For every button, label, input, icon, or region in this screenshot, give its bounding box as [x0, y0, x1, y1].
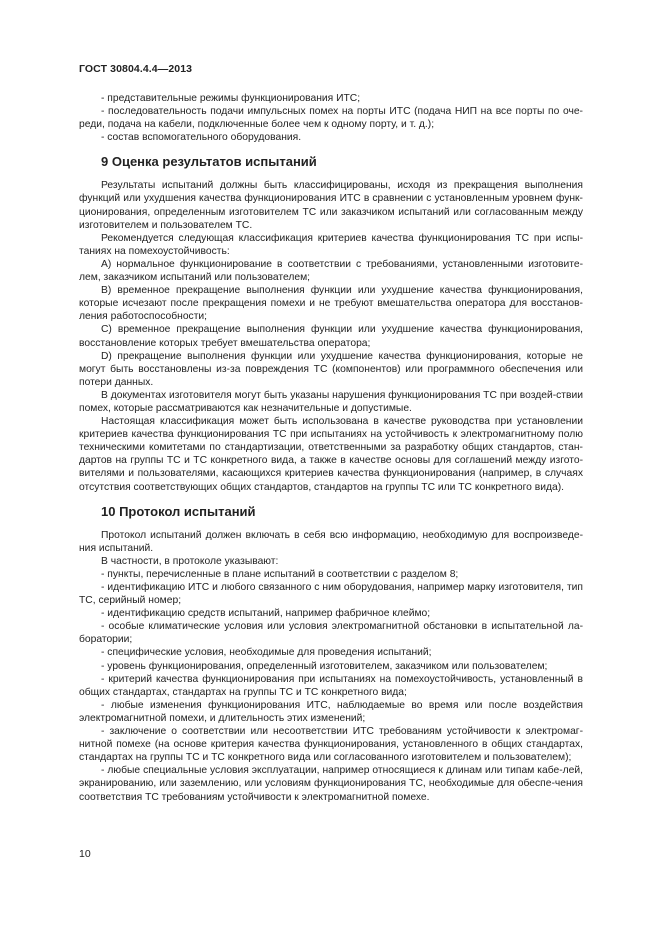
paragraph: В частности, в протоколе указывают:: [101, 555, 279, 567]
page-content: [79, 92, 583, 804]
paragraph: А) нормальное функционирование в соответствии с требованиями, установленными изготовите-лем, заказчиком испытаний или пользователем;: [79, 258, 583, 284]
list-item: - пункты, перечисленные в плане испытаний в соответствии с разделом 8;: [101, 568, 459, 580]
paragraph: Протокол испытаний должен включать в себя всю информацию, необходимую для воспроизведе-ния испытаний.: [79, 529, 583, 554]
paragraph: В) временное прекращение выполнения функции или ухудшение качества функционирования, которые исчезают после прекращения помехи и не требуют вмешательства оператора для восстанов-ления работоспособности;: [79, 285, 583, 323]
paragraph: Результаты испытаний должны быть классифицированы, исходя из прекращения выполнения функций или ухудшения качества функционирования ИТС в сравнении с установленным уровнем функ-ционирования, определенным изготовителем ТС или заказчиком испытаний или согласованным между изготовителем и пользователем ТС.: [79, 180, 583, 231]
paragraph: Настоящая классификация может быть использована в качестве руководства при установлении критериев качества функционирования ТС при испытаниях на устойчивость к электромагнитному полю техническими комитетами по стандартизации, ответственными за разработку общих стандартов, стан-дартов на группы ТС и ТС конкретного вида, а также в качестве основы для соглашений между изгото-вителями и пользователями, касающихся критериев качества функционирования (например, в случаях отсутствия соответствующих общих стандартов, стандартов на группы ТС или ТС конкретного вида).: [79, 416, 583, 493]
list-item: - специфические условия, необходимые для проведения испытаний;: [101, 647, 432, 659]
list-item: - идентификацию ИТС и любого связанного с ним оборудования, например марку изготовителя, тип ТС, серийный номер;: [79, 582, 583, 607]
list-item: - любые изменения функционирования ИТС, наблюдаемые во время или после воздействия электромагнитной помехи, и длительность этих изменений;: [79, 699, 583, 724]
list-item: - представительные режимы функционирования ИТС;: [101, 93, 361, 104]
intro-list: [79, 92, 583, 144]
section-9-body: [79, 179, 583, 493]
paragraph: В документах изготовителя могут быть указаны нарушения функционирования ТС при воздей-ствии помех, которые рассматриваются как незначительные и допустимые.: [79, 389, 583, 414]
list-item: - последовательность подачи импульсных помех на порты ИТС (подача НИП на все порты по оче-реди, подача на кабели, подключенные более чем к одному порту, и т. д.);: [79, 106, 583, 131]
list-item: - идентификацию средств испытаний, например фабричное клеймо;: [101, 608, 431, 620]
paragraph: С) временное прекращение выполнения функции или ухудшение качества функционирования, восстановление которых требует вмешательства оператора;: [79, 324, 583, 349]
page-number: 10: [79, 848, 91, 860]
section-10-heading: 10 Протокол испытаний: [101, 503, 256, 519]
list-item: - любые специальные условия эксплуатации, например относящиеся к длинам или типам кабе-лей, экранированию, или заземлению, или условиям функционирования ТС, необходимые для обеспе-чения соответствия ТС требованиям устойчивости к электромагнитной помехе.: [79, 765, 583, 803]
paragraph: D) прекращение выполнения функции или ухудшение качества функционирования, которые не могут быть восстановлены из-за повреждения ТС (компонентов) или программного обеспечения или потери данных.: [79, 350, 583, 388]
section-10-body: [79, 529, 583, 804]
section-9-heading: 9 Оценка результатов испытаний: [101, 154, 317, 170]
paragraph: Рекомендуется следующая классификация критериев качества функционирования ТС при испы-таниях на помехоустойчивость:: [79, 232, 583, 257]
list-item: - уровень функционирования, определенный изготовителем, заказчиком или пользователем;: [101, 660, 548, 672]
list-item: - критерий качества функционирования при испытаниях на помехоустойчивость, установленный в общих стандартах, стандартах на группы ТС и ТС конкретного вида;: [79, 673, 583, 698]
list-item: - состав вспомогательного оборудования.: [101, 132, 302, 144]
document-header: ГОСТ 30804.4.4—2013: [79, 63, 193, 75]
list-item: - особые климатические условия или условия электромагнитной обстановки в испытательной ла-боратории;: [79, 621, 583, 646]
list-item: - заключение о соответствии или несоответствии ИТС требованиям устойчивости к электромаг-нитной помехе (на основе критерия качества функционирования, установленного в общих стандартах, стандартах на группы ТС и ТС конкретного вида или согласованного изготовителем и пользователем);: [79, 726, 583, 764]
